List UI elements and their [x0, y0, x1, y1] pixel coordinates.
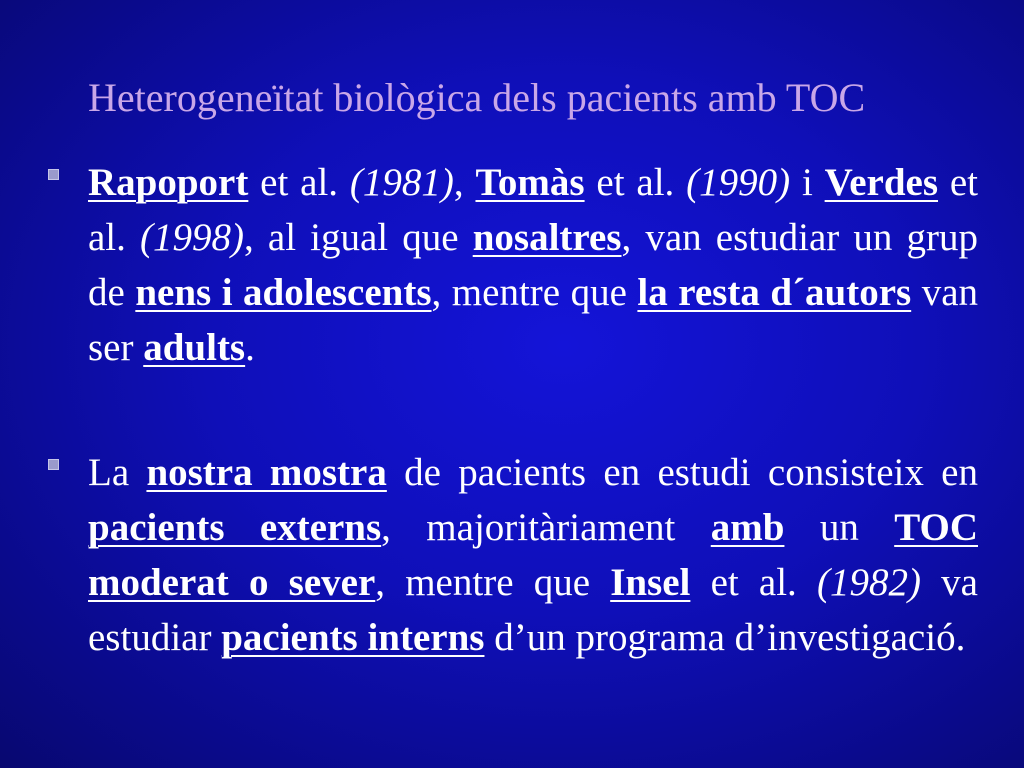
square-bullet-icon — [48, 459, 59, 470]
bullet-text-fragment: et al. — [88, 161, 978, 259]
citation-year: (1981) — [349, 161, 454, 204]
bullet-text-fragment: van ser — [88, 271, 979, 369]
bullet-text-fragment: d’un programa d’investigació. — [484, 616, 966, 659]
bullet-text-fragment: et al. — [584, 161, 687, 204]
emphasis-nosaltres: nosaltres — [472, 216, 622, 259]
bullet-item-2 — [48, 445, 978, 665]
bullet-text-fragment: un — [784, 506, 895, 549]
emphasis-toc-moderat-sever: TOC moderat o sever — [88, 506, 978, 604]
citation-year: (1982) — [817, 561, 921, 604]
citation-author-verdes: Verdes — [824, 161, 939, 204]
citation-author-insel: Insel — [610, 561, 691, 604]
bullet-text-fragment: , majoritàriament — [381, 506, 711, 549]
bullet-text-fragment: , mentre que — [431, 271, 638, 314]
bullet-text-fragment: , — [453, 161, 476, 204]
emphasis-amb: amb — [710, 506, 785, 549]
bullet-text-fragment: , al igual que — [244, 216, 473, 259]
bullet-text-fragment: de pacients en estudi consisteix en — [386, 451, 978, 494]
bullet-text-fragment: , van estudiar un grup de — [88, 216, 978, 314]
square-bullet-icon — [48, 169, 59, 180]
bullet-text-fragment: et al. — [248, 161, 350, 204]
bullet-text-1 — [88, 155, 978, 375]
emphasis-nens-adolescents: nens i adolescents — [135, 271, 432, 314]
emphasis-resta-autors: la resta d´autors — [637, 271, 912, 314]
bullet-text-fragment: et al. — [690, 561, 817, 604]
citation-author-tomas: Tomàs — [475, 161, 585, 204]
bullet-text-fragment: , mentre que — [375, 561, 611, 604]
bullet-text-fragment: La — [88, 451, 147, 494]
emphasis-adults: adults — [143, 326, 246, 369]
citation-year: (1998) — [140, 216, 245, 259]
bullet-text-fragment: i — [790, 161, 825, 204]
bullet-text-fragment: va estudiar — [88, 561, 978, 659]
emphasis-pacients-interns: pacients interns — [221, 616, 485, 659]
emphasis-pacients-externs: pacients externs — [88, 506, 382, 549]
citation-year: (1990) — [686, 161, 791, 204]
slide-title: Heterogeneïtat biològica dels pacients amb TOC — [88, 75, 866, 120]
citation-author-rapoport: Rapoport — [88, 161, 249, 204]
bullet-text-fragment: . — [245, 326, 255, 369]
bullet-item-1 — [48, 155, 978, 375]
bullet-text-2 — [88, 445, 978, 665]
emphasis-nostra-mostra: nostra mostra — [146, 451, 387, 494]
